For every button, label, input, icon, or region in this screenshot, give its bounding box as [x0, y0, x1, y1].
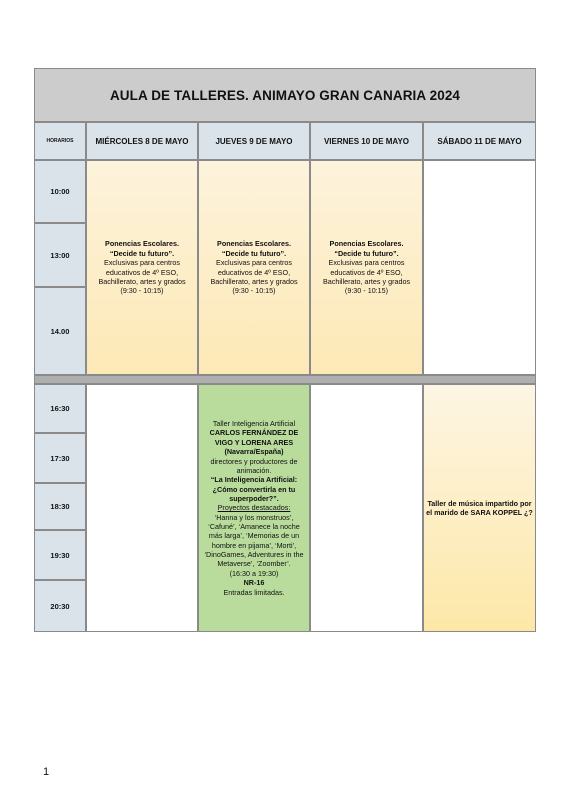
- header-day-wednesday: MIÉRCOLES 8 DE MAYO: [86, 122, 198, 160]
- event-taller-ia: [198, 384, 310, 632]
- event-subtitle: “Decide tu futuro”.: [334, 248, 399, 258]
- header-day-thursday: JUEVES 9 DE MAYO: [198, 122, 310, 160]
- event-title: Taller Inteligencia Artificial: [212, 419, 296, 429]
- event-detail: Bachillerato, artes y grados: [322, 276, 411, 286]
- event-ponencias-wednesday: [86, 160, 198, 375]
- event-ponencias-thursday: [198, 160, 310, 375]
- event-detail: educativos de 4º ESO,: [217, 267, 291, 277]
- empty-cell-saturday-morning: [423, 160, 536, 375]
- event-detail: Exclusivas para centros: [104, 258, 180, 268]
- event-time: (9:30 - 10:15): [344, 286, 389, 296]
- event-title: Ponencias Escolares.: [105, 239, 179, 249]
- event-note: Entradas limitadas.: [223, 587, 285, 597]
- event-ponencias-friday: [310, 160, 423, 375]
- event-title: Ponencias Escolares.: [217, 239, 291, 249]
- event-detail: Bachillerato, artes y grados: [210, 276, 298, 286]
- time-slot: 16:30: [34, 384, 86, 433]
- time-slot: 13:00: [34, 223, 86, 287]
- empty-cell-friday-afternoon: [310, 384, 423, 632]
- event-rating: NR-16: [243, 578, 265, 588]
- header-horarios: HORARIOS: [34, 122, 86, 160]
- event-origin: (Navarra/España): [224, 447, 284, 457]
- event-talk-title: “La Inteligencia Artificial: ¿Cómo convertirla en tu superpoder?”.: [210, 475, 298, 503]
- empty-cell-wednesday-afternoon: [86, 384, 198, 632]
- event-time: (16:30 a 19:30): [229, 568, 279, 578]
- event-detail: educativos de 4º ESO,: [330, 267, 403, 277]
- header-day-saturday: SÁBADO 11 DE MAYO: [423, 122, 536, 160]
- event-subtitle: “Decide tu futuro”.: [109, 248, 175, 258]
- event-projects-label: Proyectos destacados:: [217, 503, 291, 513]
- time-slot: 19:30: [34, 530, 86, 580]
- page-number: 1: [43, 766, 50, 778]
- event-time: (9:30 - 10:15): [120, 286, 164, 296]
- event-detail: Exclusivas para centros: [216, 258, 292, 268]
- event-detail: Bachillerato, artes y grados: [98, 276, 186, 286]
- event-detail: Exclusivas para centros: [328, 258, 405, 268]
- event-projects: ‘Hanna y los monstruos’, ‘Cafuné’, ‘Amanece la noche más larga’, ‘Memorias de un hombre en pijama’, ‘Morti’, ‘DinoGames, Adventures in the Metaverse’, ‘Zoomber’.: [204, 512, 304, 569]
- page-title: AULA DE TALLERES. ANIMAYO GRAN CANARIA 2024: [34, 68, 536, 122]
- event-time: (9:30 - 10:15): [232, 286, 276, 296]
- event-subtitle: “Decide tu futuro”.: [221, 248, 287, 258]
- event-role: directores y productores de animación.: [210, 456, 298, 475]
- event-detail: educativos de 4º ESO,: [105, 267, 179, 277]
- time-slot: 14.00: [34, 287, 86, 375]
- header-day-friday: VIERNES 10 DE MAYO: [310, 122, 423, 160]
- time-slot: 17:30: [34, 433, 86, 483]
- time-slot: 10:00: [34, 160, 86, 223]
- event-title: Ponencias Escolares.: [329, 239, 404, 249]
- event-taller-musica: [423, 384, 536, 632]
- event-speakers: CARLOS FERNÁNDEZ DE VIGO Y LORENA ARES: [209, 428, 299, 447]
- time-slot: 20:30: [34, 580, 86, 632]
- section-divider: [34, 375, 536, 384]
- time-slot: 18:30: [34, 483, 86, 530]
- event-title: Taller de música impartido por el marido de SARA KOPPEL ¿?: [426, 498, 533, 517]
